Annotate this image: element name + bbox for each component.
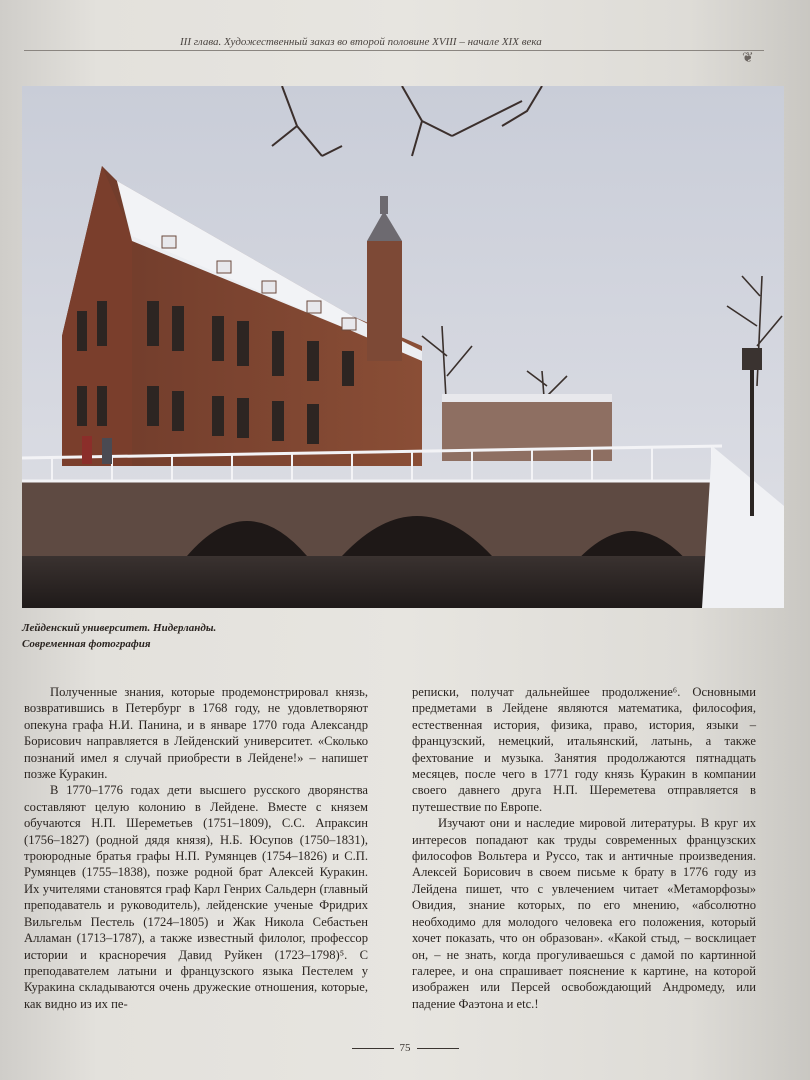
caption-line-2: Современная фотография [22,638,151,650]
leiden-university-photo [22,86,784,608]
running-header: III глава. Художественный заказ во второй половине XVIII – начале XIX века [180,36,542,48]
page-number [0,1042,810,1054]
paragraph: реписки, получат дальнейшее продолжение⁶. Основными предметами в Лейдене являются математика, философия, естественная история, физика, право, история, языки – французский, немецкий, итальянский, латынь, а также фехтование и музыка. Занятия продолжаются пятнадцать месяцев, после чего в 1771 году князь Куракин в компании своего давнего друга Н.П. Шереметева отправляется в путешествие по Европе. [412,685,756,814]
paragraph: Полученные знания, которые продемонстрировал князь, возвратившись в Петербург в 1768 году, не удовлетворяют опекуна графа Н.И. Панина, и в январе 1770 года Александр Борисович направляется в Лейденский университет. «Сколько познаний имел я случай приобрести в Лейдене!» – напишет позже Куракин. [24,685,368,782]
right-text-column [412,684,756,1012]
header-rule [24,50,764,51]
photo-caption [22,620,342,652]
page-number-label: 75 [399,1042,411,1054]
flourish-ornament-icon: ❦ [742,51,754,66]
paragraph: Изучают они и наследие мировой литературы. В круг их интересов попадают как труды современных французских философов Вольтера и Руссо, так и античные произведения. Алексей Борисович в своем письме к брату в 1776 году из Лейдена пишет, что с увлечением читает «Метаморфозы» Овидия, знание которых, по его мнению, «абсолютно необходимо для молодого человека его положения, который хочет показать, что он образован». «Какой стыд, – восклицает он, – не знать, когда прогуливаешься с дамой по картинной галерее, и она спрашивает пояснение к картине, на которой изображен или Персей освобождающий Андромеду, или падение Фаэтона и etc.! [412,816,756,1011]
left-text-column [24,684,368,1012]
caption-line-1: Лейденский университет. Нидерланды. [22,622,217,634]
paragraph: В 1770–1776 годах дети высшего русского дворянства составляют целую колонию в Лейдене. Вместе с князем обучаются Н.П. Шереметьев (1751–1809), С.С. Апраксин (1756–1827) (родной дядя князя), Н.Б. Юсупов (1750–1831), троюродные братья графы Н.П. Румянцев (1754–1826) и С.П. Румянцев (1755–1838), позже родной брат Алексей Куракин. Их учителями становятся граф Карл Генрих Сальдерн (главный преподаватель и руководитель), лейденские ученые Фридрих Вильгельм Пестель (1724–1805) и Жак Никола Себастьен Алламан (1713–1787), а также известный филолог, профессор истории и красноречия Давид Руйкен (1723–1798)⁵. С преподавателем латыни и французского языка Пестелем у Куракина складываются очень дружеские отношения, которые, как видно из их пе- [24,783,368,1011]
